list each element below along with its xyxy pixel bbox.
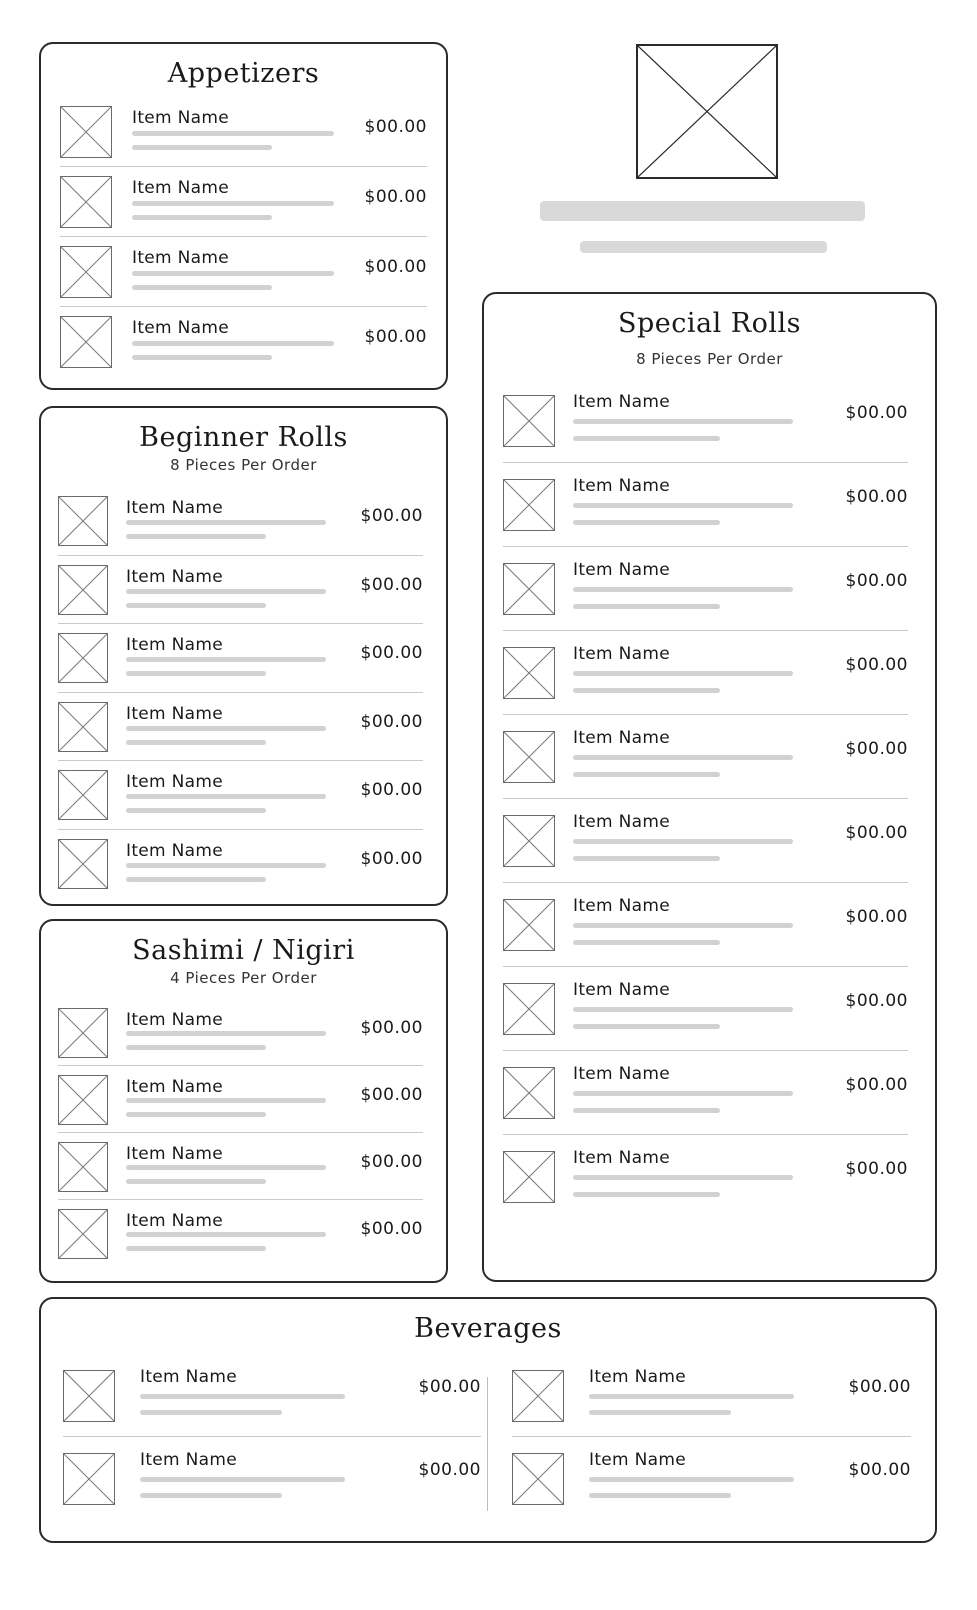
- special-rolls-panel: [482, 292, 937, 1282]
- item-price: $00.00: [845, 1075, 908, 1095]
- item-description-placeholder: [573, 1091, 793, 1096]
- item-name: Item Name: [126, 498, 223, 518]
- menu-item-row: [512, 1354, 911, 1437]
- item-price: $00.00: [845, 907, 908, 927]
- item-image-placeholder-icon: [63, 1453, 115, 1505]
- menu-item-row: [503, 463, 908, 547]
- item-price: $00.00: [360, 1219, 423, 1239]
- menu-item-row: [503, 547, 908, 631]
- item-image-placeholder-icon: [503, 647, 555, 699]
- item-description-placeholder: [589, 1410, 731, 1415]
- item-description-placeholder: [126, 877, 266, 882]
- item-name: Item Name: [126, 1010, 223, 1030]
- item-price: $00.00: [360, 780, 423, 800]
- logo-image-placeholder: [636, 44, 778, 179]
- item-name: Item Name: [132, 178, 229, 198]
- item-description-placeholder: [126, 671, 266, 676]
- item-image-placeholder-icon: [503, 395, 555, 447]
- sashimi-nigiri-subtitle: 4 Pieces Per Order: [170, 969, 317, 987]
- item-description-placeholder: [132, 131, 334, 136]
- item-price: $00.00: [360, 506, 423, 526]
- item-image-placeholder-icon: [58, 1142, 108, 1192]
- item-price: $00.00: [848, 1460, 911, 1480]
- item-description-placeholder: [126, 863, 326, 868]
- item-description-placeholder: [573, 503, 793, 508]
- item-name: Item Name: [132, 108, 229, 128]
- item-price: $00.00: [360, 1018, 423, 1038]
- beginner-rolls-title: Beginner Rolls: [139, 422, 348, 453]
- item-price: $00.00: [845, 403, 908, 423]
- item-image-placeholder-icon: [58, 565, 108, 615]
- restaurant-name-placeholder: [540, 201, 865, 221]
- item-description-placeholder: [126, 657, 326, 662]
- item-price: $00.00: [360, 1152, 423, 1172]
- item-description-placeholder: [573, 1007, 793, 1012]
- item-price: $00.00: [364, 327, 427, 347]
- item-description-placeholder: [126, 1179, 266, 1184]
- item-price: $00.00: [360, 643, 423, 663]
- item-description-placeholder: [126, 1232, 326, 1237]
- item-name: Item Name: [589, 1450, 686, 1470]
- item-price: $00.00: [360, 711, 423, 732]
- item-price: $00.00: [845, 991, 908, 1011]
- menu-item-row: [58, 830, 423, 899]
- item-image-placeholder-icon: [503, 479, 555, 531]
- item-description-placeholder: [573, 923, 793, 928]
- item-image-placeholder-icon: [58, 770, 108, 820]
- item-image-placeholder-icon: [512, 1370, 564, 1422]
- item-name: Item Name: [126, 1211, 223, 1231]
- menu-item-row: [503, 631, 908, 715]
- item-name: Item Name: [126, 772, 223, 792]
- item-description-placeholder: [573, 587, 793, 592]
- item-name: Item Name: [573, 812, 670, 832]
- special-rolls-title: Special Rolls: [617, 308, 802, 339]
- item-description-placeholder: [132, 341, 334, 346]
- menu-item-row: [60, 307, 427, 377]
- item-image-placeholder-icon: [58, 1209, 108, 1259]
- item-description-placeholder: [573, 1192, 720, 1197]
- item-name: Item Name: [573, 728, 670, 748]
- item-price: $00.00: [845, 739, 908, 759]
- item-description-placeholder: [573, 419, 793, 424]
- item-image-placeholder-icon: [503, 563, 555, 615]
- menu-item-row: [58, 1066, 423, 1133]
- item-description-placeholder: [126, 808, 266, 813]
- item-description-placeholder: [126, 520, 326, 525]
- item-description-placeholder: [132, 145, 272, 150]
- item-description-placeholder: [589, 1493, 731, 1498]
- item-image-placeholder-icon: [58, 496, 108, 546]
- appetizers-panel: [39, 42, 448, 390]
- menu-item-row: [58, 999, 423, 1066]
- item-image-placeholder-icon: [503, 1067, 555, 1119]
- item-description-placeholder: [589, 1394, 794, 1399]
- menu-item-row: [58, 693, 423, 762]
- item-description-placeholder: [132, 355, 272, 360]
- item-name: Item Name: [573, 392, 670, 412]
- item-price: $00.00: [360, 574, 423, 595]
- item-price: $00.00: [845, 571, 908, 591]
- sashimi-nigiri-panel: [39, 919, 448, 1283]
- menu-item-row: [503, 799, 908, 883]
- item-name: Item Name: [126, 566, 223, 587]
- item-image-placeholder-icon: [60, 106, 112, 158]
- sashimi-nigiri-title: Sashimi / Nigiri: [132, 935, 355, 966]
- item-description-placeholder: [140, 1394, 345, 1399]
- item-description-placeholder: [573, 1175, 793, 1180]
- item-price: $00.00: [845, 487, 908, 507]
- item-image-placeholder-icon: [503, 983, 555, 1035]
- item-name: Item Name: [589, 1367, 686, 1387]
- item-description-placeholder: [573, 755, 793, 760]
- item-description-placeholder: [126, 1045, 266, 1050]
- item-description-placeholder: [140, 1477, 345, 1482]
- appetizers-title: Appetizers: [167, 58, 320, 89]
- item-name: Item Name: [573, 1148, 670, 1168]
- item-description-placeholder: [132, 285, 272, 290]
- item-image-placeholder-icon: [503, 1151, 555, 1203]
- item-name: Item Name: [140, 1450, 237, 1470]
- menu-item-row: [58, 1200, 423, 1267]
- item-image-placeholder-icon: [60, 246, 112, 298]
- item-description-placeholder: [573, 940, 720, 945]
- item-description-placeholder: [589, 1477, 794, 1482]
- special-rolls-list: [503, 379, 908, 1219]
- image-placeholder-icon: [638, 46, 776, 177]
- item-image-placeholder-icon: [63, 1370, 115, 1422]
- menu-item-row: [60, 167, 427, 237]
- item-price: $00.00: [360, 1085, 423, 1105]
- item-image-placeholder-icon: [58, 1075, 108, 1125]
- item-image-placeholder-icon: [60, 316, 112, 368]
- item-description-placeholder: [573, 1108, 720, 1113]
- item-image-placeholder-icon: [58, 702, 108, 752]
- item-name: Item Name: [126, 703, 223, 724]
- menu-item-row: [58, 761, 423, 830]
- item-description-placeholder: [132, 271, 334, 276]
- item-name: Item Name: [126, 1077, 223, 1097]
- item-price: $00.00: [364, 257, 427, 277]
- item-description-placeholder: [126, 740, 266, 745]
- item-price: $00.00: [418, 1377, 481, 1397]
- menu-item-row: [63, 1354, 481, 1437]
- item-description-placeholder: [573, 671, 793, 676]
- menu-item-row: [503, 1135, 908, 1219]
- item-description-placeholder: [573, 604, 720, 609]
- appetizers-list: [60, 97, 427, 377]
- item-image-placeholder-icon: [58, 633, 108, 683]
- menu-item-row: [512, 1437, 911, 1520]
- menu-item-row: [63, 1437, 481, 1520]
- item-description-placeholder: [132, 201, 334, 206]
- item-price: $00.00: [360, 848, 423, 869]
- item-description-placeholder: [573, 436, 720, 441]
- item-description-placeholder: [573, 839, 793, 844]
- item-image-placeholder-icon: [512, 1453, 564, 1505]
- item-description-placeholder: [132, 215, 272, 220]
- item-description-placeholder: [126, 1112, 266, 1117]
- menu-item-row: [58, 487, 423, 556]
- beverages-column-divider: [487, 1377, 488, 1511]
- item-description-placeholder: [126, 534, 266, 539]
- beverages-title: Beverages: [414, 1313, 562, 1344]
- item-description-placeholder: [126, 1165, 326, 1170]
- item-description-placeholder: [140, 1410, 282, 1415]
- menu-item-row: [58, 624, 423, 693]
- item-name: Item Name: [573, 980, 670, 1000]
- restaurant-tagline-placeholder: [580, 241, 827, 253]
- item-name: Item Name: [573, 560, 670, 580]
- menu-item-row: [503, 379, 908, 463]
- item-name: Item Name: [573, 644, 670, 664]
- item-description-placeholder: [126, 1246, 266, 1251]
- menu-item-row: [503, 1051, 908, 1135]
- item-description-placeholder: [126, 1098, 326, 1103]
- item-description-placeholder: [126, 603, 266, 608]
- item-price: $00.00: [364, 187, 427, 207]
- beverages-panel: [39, 1297, 937, 1543]
- item-image-placeholder-icon: [503, 815, 555, 867]
- item-name: Item Name: [132, 248, 229, 268]
- item-image-placeholder-icon: [58, 839, 108, 889]
- item-description-placeholder: [126, 1031, 326, 1036]
- item-image-placeholder-icon: [503, 899, 555, 951]
- item-price: $00.00: [364, 117, 427, 137]
- special-rolls-subtitle: 8 Pieces Per Order: [636, 350, 783, 368]
- menu-item-row: [60, 237, 427, 307]
- menu-item-row: [503, 967, 908, 1051]
- item-name: Item Name: [573, 476, 670, 496]
- item-price: $00.00: [845, 1159, 908, 1179]
- sashimi-nigiri-list: [58, 999, 423, 1267]
- menu-item-row: [60, 97, 427, 167]
- beginner-rolls-list: [58, 487, 423, 898]
- beverages-left-list: [63, 1354, 481, 1520]
- item-name: Item Name: [573, 1064, 670, 1084]
- beginner-rolls-panel: [39, 406, 448, 906]
- beverages-right-list: [512, 1354, 911, 1520]
- item-name: Item Name: [573, 896, 670, 916]
- item-description-placeholder: [573, 520, 720, 525]
- item-name: Item Name: [140, 1367, 237, 1387]
- item-description-placeholder: [573, 688, 720, 693]
- item-description-placeholder: [573, 772, 720, 777]
- item-name: Item Name: [126, 840, 223, 861]
- menu-item-row: [58, 556, 423, 625]
- item-description-placeholder: [126, 589, 326, 594]
- item-description-placeholder: [573, 1024, 720, 1029]
- item-price: $00.00: [418, 1460, 481, 1480]
- item-price: $00.00: [848, 1377, 911, 1397]
- item-description-placeholder: [140, 1493, 282, 1498]
- item-name: Item Name: [132, 318, 229, 338]
- menu-item-row: [58, 1133, 423, 1200]
- item-price: $00.00: [845, 823, 908, 843]
- item-description-placeholder: [126, 726, 326, 731]
- item-name: Item Name: [126, 635, 223, 655]
- item-description-placeholder: [573, 856, 720, 861]
- item-image-placeholder-icon: [58, 1008, 108, 1058]
- item-name: Item Name: [126, 1144, 223, 1164]
- item-image-placeholder-icon: [60, 176, 112, 228]
- item-price: $00.00: [845, 655, 908, 675]
- beginner-rolls-subtitle: 8 Pieces Per Order: [170, 456, 317, 474]
- item-description-placeholder: [126, 794, 326, 799]
- menu-item-row: [503, 715, 908, 799]
- menu-item-row: [503, 883, 908, 967]
- item-image-placeholder-icon: [503, 731, 555, 783]
